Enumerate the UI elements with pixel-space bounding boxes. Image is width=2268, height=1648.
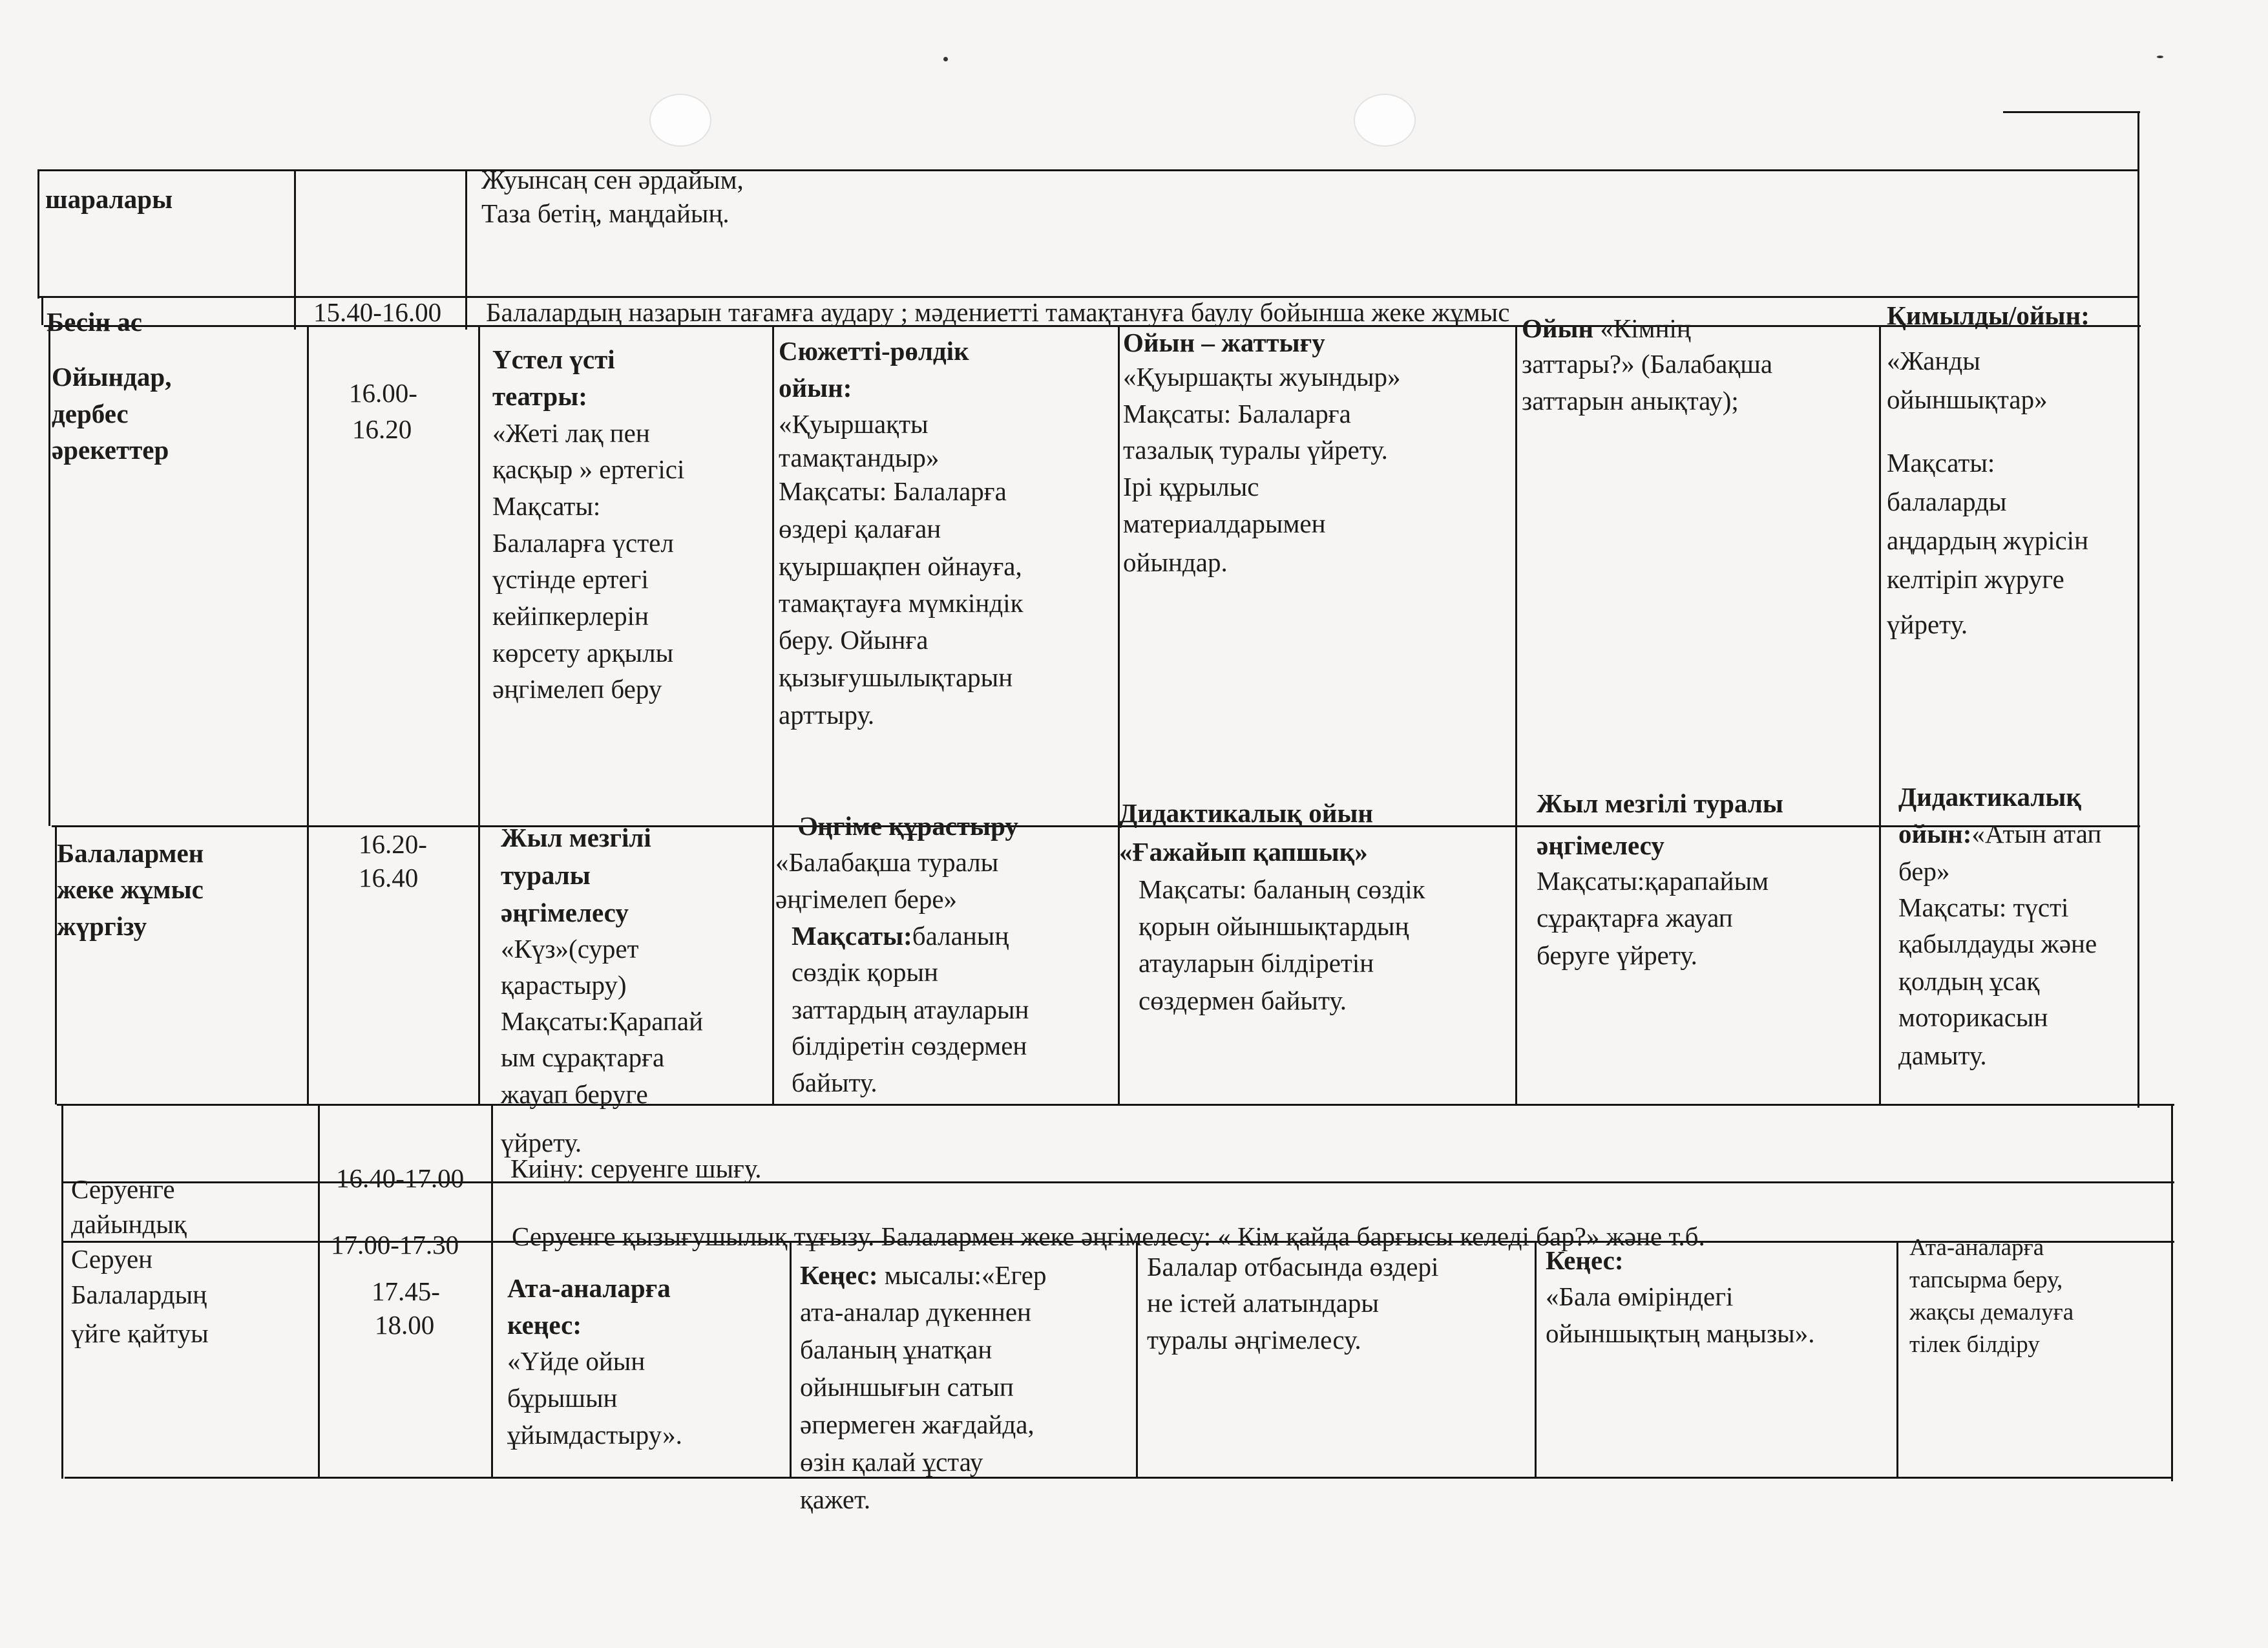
cell-text: өздері қалаған — [779, 514, 941, 544]
row-content: Серуенге қызығушылық тұғызу. Балалармен жеке әңгімелесу: « Кім қайда барғысы келеді бар?» және т.б. — [512, 1221, 1705, 1251]
cell-text: ұйымдастыру». — [507, 1420, 682, 1450]
cell-text: Балаларға үстел — [492, 528, 674, 558]
cell-text: Ірі құрылыс — [1123, 472, 1259, 502]
verse-line: Таза бетің, маңдайың. — [481, 198, 730, 228]
cell-text: ата-аналар дүкеннен — [800, 1297, 1031, 1327]
cell-text: заттардың атауларын — [792, 995, 1029, 1024]
row-label-line: дербес — [52, 399, 129, 428]
cell-text: ойыншықтар» — [1887, 385, 2048, 414]
cell-text: арттыру. — [779, 700, 875, 730]
cell-text: білдіретін сөздермен — [792, 1031, 1027, 1061]
cell-text: тапсырма беру, — [1909, 1267, 2063, 1293]
cell-text: ойындар. — [1123, 547, 1228, 577]
cell-text: Мақсаты: — [492, 491, 601, 521]
cell-text: тамақтауға мүмкіндік — [779, 588, 1024, 618]
cell-title: Қимылды/ойын: — [1887, 301, 2090, 330]
cell-text: үйрету. — [501, 1128, 582, 1157]
scan-speck — [943, 57, 948, 61]
verse-line: Жуынсаң сен әрдайым, — [481, 165, 744, 195]
cell-text: Ата-аналарға — [1909, 1234, 2044, 1261]
cell-text: туралы әңгімелесу. — [1147, 1325, 1361, 1355]
row-label-line: Ойындар, — [52, 362, 172, 392]
cell-title: туралы — [501, 860, 591, 890]
cell-title: кеңес: — [507, 1310, 582, 1340]
cell-text: тазалық туралы үйрету. — [1123, 435, 1388, 465]
cell-text: үстінде ертегі — [492, 564, 649, 594]
cell-text: «Бала өміріндегі — [1546, 1282, 1734, 1311]
cell-title: әңгімелесу — [1537, 830, 1664, 860]
scan-speck — [2157, 56, 2163, 58]
cell-title: Жыл мезгілі туралы — [1537, 788, 1783, 818]
cell-text: «Үйде ойын — [507, 1346, 646, 1376]
row-time-line: 16.00- — [349, 378, 417, 408]
cell-title: ойын: — [779, 373, 852, 403]
cell-text: Мақсаты: Балаларға — [779, 476, 1007, 506]
cell-text: аңдардың жүрісін — [1887, 525, 2089, 555]
row-label-line: Балалармен — [57, 838, 204, 868]
cell-title-line — [1898, 816, 2101, 852]
cell-title: әңгімелесу — [501, 898, 629, 927]
cell-text: қолдың ұсақ — [1898, 966, 2040, 996]
cell-text: қуыршақпен ойнауға, — [779, 551, 1022, 581]
cell-title: «Ғажайып қапшық» — [1119, 837, 1368, 867]
cell-text: «Атын атап — [1971, 819, 2102, 849]
row-label-besin-as: Бесін ас — [47, 307, 142, 337]
cell-text: мысалы:«Егер — [877, 1260, 1047, 1290]
cell-text: келтіріп жүруге — [1887, 564, 2064, 594]
row-time-line: 16.40 — [359, 863, 419, 893]
row-content: Киіну: серуенге шығу. — [510, 1154, 762, 1183]
row-label-seruen: Серуен — [71, 1244, 153, 1274]
cell-text: көрсету арқылы — [492, 638, 674, 668]
cell-goal-label: Мақсаты: — [792, 921, 912, 951]
cell-text: «Жеті лақ пен — [492, 418, 650, 448]
cell-text: қарастыру) — [501, 970, 627, 1000]
cell-text: баланың — [912, 921, 1009, 951]
cell-title: Дидактикалық — [1898, 782, 2081, 812]
cell-text: үйрету. — [1887, 609, 1968, 639]
cell-text: Мақсаты: — [1887, 448, 1995, 478]
row-label-line: жеке жұмыс — [57, 874, 204, 904]
cell-title: Жыл мезгілі — [501, 823, 651, 852]
cell-title: Кеңес: — [1546, 1245, 1624, 1275]
cell-text: баланың ұнатқан — [800, 1335, 992, 1364]
cell-text: жақсы демалуға — [1909, 1299, 2074, 1326]
cell-title: Ойын — [1522, 313, 1594, 343]
cell-text: заттарын анықтау); — [1522, 386, 1739, 416]
cell-goal-line — [792, 918, 1009, 954]
cell-text: Балалар отбасында өздері — [1147, 1252, 1439, 1282]
cell-text: атауларын білдіретін — [1139, 948, 1374, 978]
row-label-line: үйге қайтуы — [71, 1318, 209, 1348]
row-time-line: 16.20- — [359, 829, 427, 859]
cell-text: сөздік қорын — [792, 957, 938, 987]
cell-title: Үстел үсті — [492, 344, 615, 374]
row-label-line: Балалардың — [71, 1280, 207, 1309]
row-label-sharalary: шаралары — [45, 184, 173, 214]
row-content: Балалардың назарын тағамға аудару ; мәдениетті тамақтануға баулу бойынша жеке жұмыс — [486, 297, 1510, 327]
cell-text: жауап беруге — [501, 1079, 648, 1109]
cell-text: беруге үйрету. — [1537, 940, 1697, 970]
cell-text: қасқыр » ертегісі — [492, 454, 685, 484]
cell-title: театры: — [492, 381, 587, 411]
cell-text: сұрақтарға жауап — [1537, 903, 1733, 933]
row-time-line: 17.45- — [372, 1276, 440, 1306]
cell-text: «Кімнің — [1593, 313, 1691, 343]
cell-text: сөздермен байыту. — [1139, 986, 1347, 1015]
row-time-line: 18.00 — [375, 1310, 435, 1340]
cell-text: Мақсаты: түсті — [1898, 893, 2069, 922]
cell-text: бұрышын — [507, 1383, 618, 1413]
cell-text: «Қуыршақты жуындыр» — [1123, 362, 1401, 392]
cell-text: Мақсаты:Қарапай — [501, 1006, 704, 1036]
cell-text: не істей алатындары — [1147, 1288, 1379, 1318]
cell-text: моторикасын — [1898, 1002, 2048, 1032]
cell-text: ым сұрақтарға — [501, 1042, 665, 1072]
row-time: 17.00-17.30 — [331, 1230, 459, 1260]
cell-text: әпермеген жағдайда, — [800, 1410, 1034, 1439]
cell-text: тілек білдіру — [1909, 1331, 2040, 1358]
cell-text: «Жанды — [1887, 346, 1980, 375]
cell-text: бер» — [1898, 856, 1950, 886]
row-label-line: дайындық — [71, 1209, 187, 1239]
cell-text: дамыту. — [1898, 1041, 1987, 1070]
cell-text: Мақсаты:қарапайым — [1537, 866, 1769, 896]
cell-text: қабылдауды және — [1898, 929, 2097, 958]
cell-title: Ойын – жаттығу — [1123, 328, 1325, 357]
cell-title: Сюжетті-рөлдік — [779, 336, 969, 366]
cell-title: Кеңес: — [800, 1260, 878, 1290]
cell-text: Мақсаты: баланың сөздік — [1139, 874, 1425, 904]
cell-text: «Балабақша туралы — [775, 847, 999, 877]
row-label-line: жүргізу — [57, 911, 147, 941]
cell-text: «Күз»(сурет — [501, 934, 639, 964]
cell-text: материалдарымен — [1123, 509, 1326, 538]
cell-title: Дидактикалық ойын — [1119, 798, 1373, 828]
cell-text: заттары?» (Балабақша — [1522, 349, 1773, 379]
cell-text: кейіпкерлерін — [492, 601, 649, 631]
row-time: 15.40-16.00 — [313, 297, 442, 327]
row-time-line: 16.20 — [352, 414, 412, 444]
cell-text: қызығушылықтарын — [779, 662, 1013, 692]
cell-text: «Қуыршақты — [779, 409, 929, 439]
cell-text: әңгімелеп бере» — [775, 884, 958, 914]
cell-text: беру. Ойынға — [779, 625, 929, 655]
cell-text: қорын ойыншықтардың — [1139, 911, 1409, 941]
cell-text: балаларды — [1887, 487, 2007, 516]
cell-text: Мақсаты: Балаларға — [1123, 399, 1351, 428]
cell-text: әңгімелеп беру — [492, 674, 662, 704]
row-label-line: әрекеттер — [52, 435, 169, 465]
cell-title: ойын: — [1898, 819, 1972, 849]
cell-title: Ата-аналарға — [507, 1273, 671, 1303]
cell-text: ойыншығын сатып — [800, 1372, 1014, 1402]
punch-hole — [649, 94, 711, 147]
cell-text: ойыншықтың маңызы». — [1546, 1318, 1815, 1348]
cell-text: байыту. — [792, 1068, 877, 1097]
cell-text: тамақтандыр» — [779, 443, 940, 472]
cell-title-line — [800, 1257, 1046, 1293]
cell-text: өзін қалай ұстау — [800, 1447, 983, 1477]
cell-title: Әңгіме құрастыру — [798, 811, 1018, 841]
punch-hole — [1354, 94, 1416, 147]
row-time: 16.40-17.00 — [336, 1163, 465, 1193]
cell-title-line — [1522, 310, 1691, 346]
row-label-line: Серуенге — [71, 1174, 175, 1204]
cell-text: қажет. — [800, 1484, 871, 1514]
